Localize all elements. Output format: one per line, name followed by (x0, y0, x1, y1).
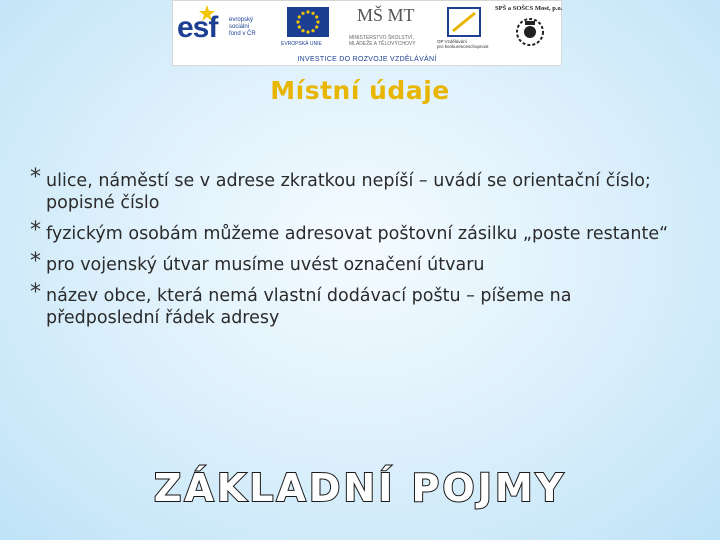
bullet-list (30, 165, 680, 338)
eu-logo (281, 5, 341, 49)
bullet-asterisk-icon: * (30, 249, 41, 274)
section-heading: ZÁKLADNÍ POJMY (153, 466, 567, 510)
school-logo (495, 5, 561, 51)
msmt-mark: MŠ MT (357, 5, 415, 25)
op-square-icon (447, 7, 481, 37)
bullet-item (30, 280, 680, 329)
op-line-1: OP Vzdělávání (437, 39, 467, 44)
bullet-text: název obce, která nemá vlastní dodávací poštu – píšeme na předposlední řádek adresy (46, 286, 572, 328)
bullet-text: ulice, náměstí se v adrese zkratkou nepíší – uvádí se orientační číslo; popisné číslo (46, 171, 651, 213)
esf-line-2: sociální (229, 24, 250, 30)
esf-wordmark: esf (177, 11, 218, 44)
esf-line-1: evropský (229, 17, 254, 23)
bullet-text: fyzickým osobám můžeme adresovat poštovní zásilku „poste restante“ (46, 224, 669, 244)
slogan: INVESTICE DO ROZVOJE VZDĚLÁVÁNÍ (297, 56, 437, 63)
bullet-asterisk-icon: * (30, 218, 41, 243)
bullet-asterisk-icon: * (30, 280, 41, 305)
logo-strip (172, 0, 562, 66)
eu-label: EVROPSKÁ UNIE (281, 41, 322, 47)
esf-line-3: fond v ČR (229, 31, 256, 37)
bullet-item (30, 165, 680, 214)
bullet-item (30, 218, 680, 245)
msmt-logo (349, 5, 433, 51)
school-emblem-icon (507, 15, 553, 47)
msmt-line-1: MINISTERSTVO ŠKOLSTVÍ, (349, 35, 414, 41)
bullet-item (30, 249, 680, 276)
slide-title: Místní údaje (270, 76, 450, 105)
bullet-text: pro vojenský útvar musíme uvést označení útvaru (46, 255, 485, 275)
eu-flag-icon (287, 7, 329, 37)
op-logo (435, 5, 497, 51)
esf-logo (177, 5, 285, 47)
bullet-asterisk-icon: * (30, 165, 41, 190)
school-name: SPŠ a SOŠCS Most, p.o. (495, 5, 563, 12)
msmt-line-2: MLÁDEŽE A TĚLOVÝCHOVY (349, 41, 416, 47)
op-line-2: pro konkurenceschopnost (437, 44, 489, 49)
